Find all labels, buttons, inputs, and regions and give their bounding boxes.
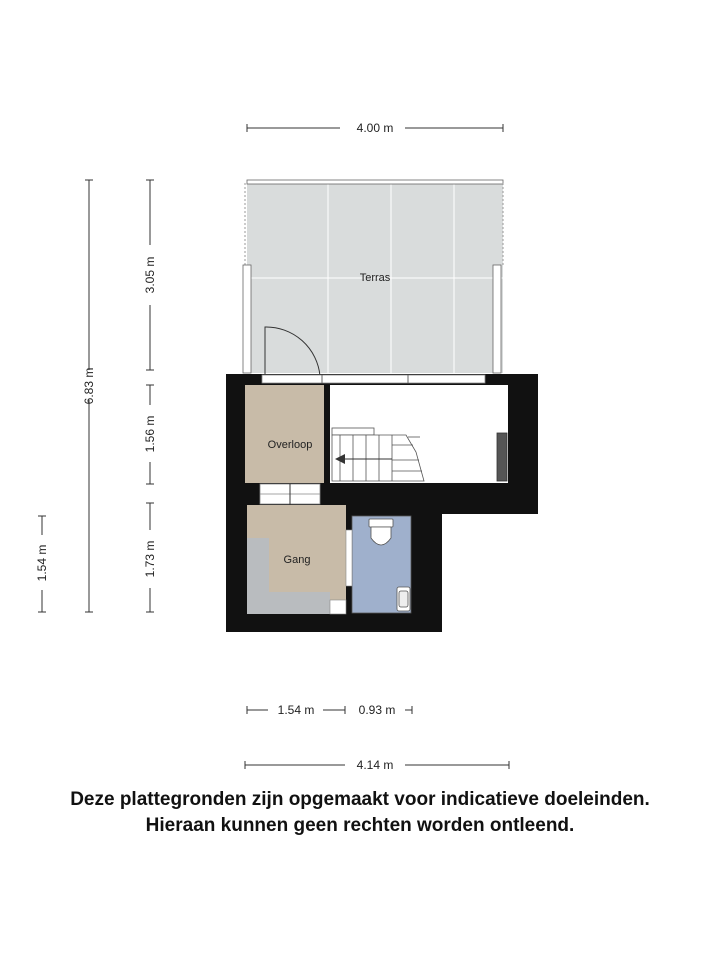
sink-icon: [397, 587, 410, 611]
disclaimer-line-2: Hieraan kunnen geen rechten worden ontleend.: [145, 815, 575, 836]
dim-label-top-width: 4.00 m: [356, 121, 394, 135]
dim-label-total-height: 6.83 m: [82, 367, 96, 405]
dim-label-bottom-total-width: 4.14 m: [356, 758, 394, 772]
dim-label-bottom-right-width: 0.93 m: [358, 703, 396, 717]
dim-label-gang-height: 1.73 m: [143, 540, 157, 578]
room-label-gang: Gang: [283, 554, 311, 566]
dim-label-terrace-height: 3.05 m: [143, 256, 157, 294]
building: [226, 374, 538, 632]
disclaimer-line-1: Deze plattegronden zijn opgemaakt voor indicatieve doeleinden.: [70, 789, 650, 810]
room-label-terras: Terras: [359, 272, 391, 284]
room-label-overloop: Overloop: [267, 439, 313, 451]
radiator: [497, 433, 507, 481]
bathroom-door-frame: [346, 530, 352, 586]
dim-label-left-short-height: 1.54 m: [35, 544, 49, 582]
dim-label-bottom-left-width: 1.54 m: [277, 703, 315, 717]
dim-label-overloop-height: 1.56 m: [143, 415, 157, 453]
room-overloop: [245, 385, 324, 483]
